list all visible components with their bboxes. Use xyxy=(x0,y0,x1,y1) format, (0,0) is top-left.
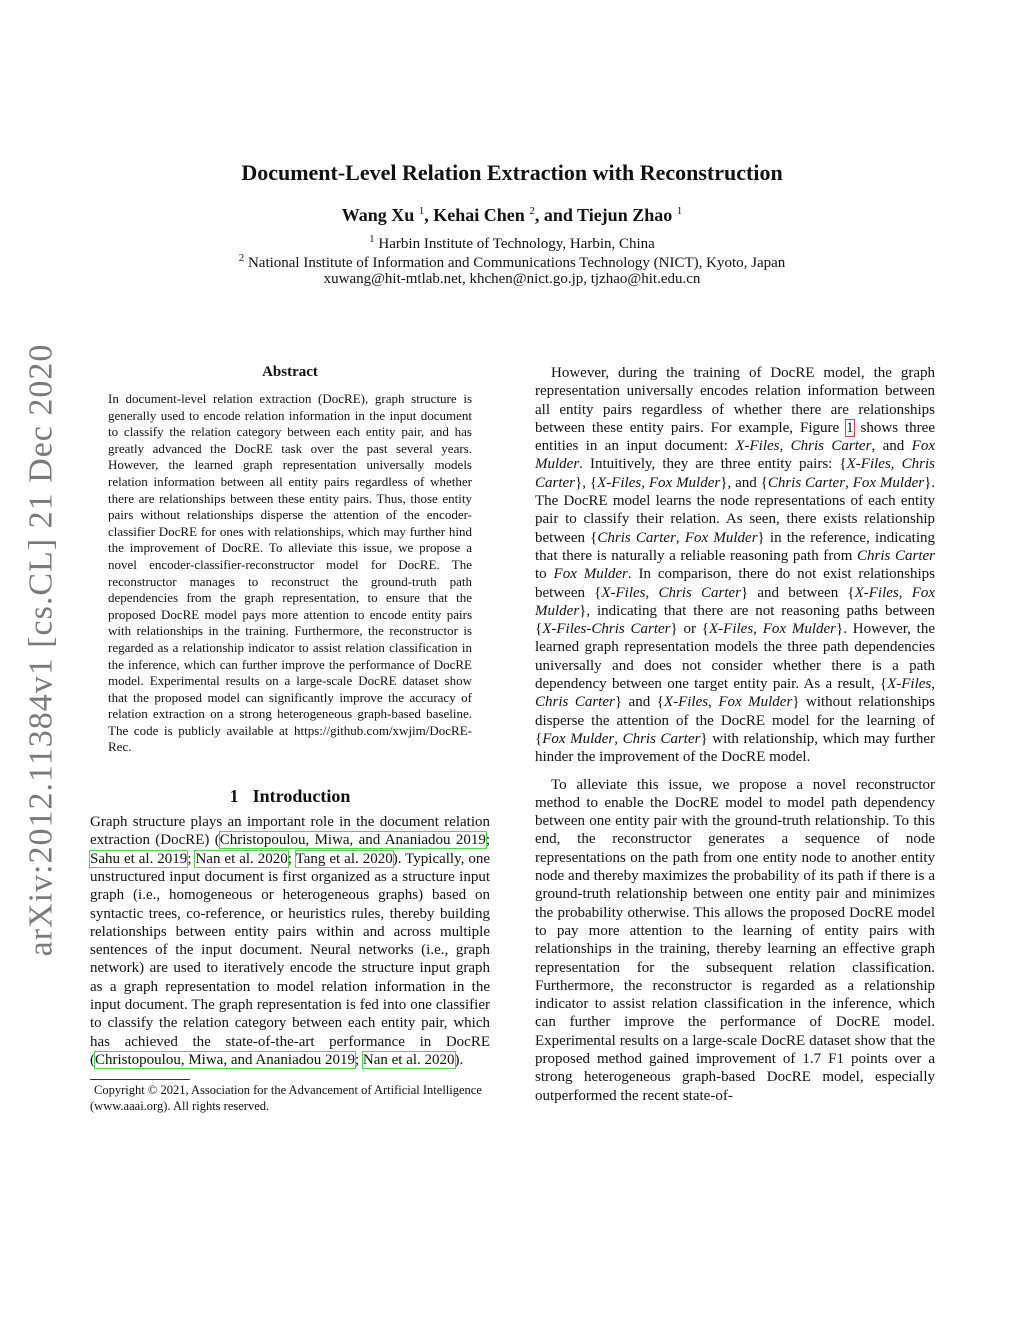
author-affil-mark: 2 xyxy=(529,205,535,217)
entity-name: X-Files-Chris Carter xyxy=(542,621,671,638)
left-column xyxy=(90,364,490,1127)
arxiv-identifier: arXiv:2012.11384v1 [cs.CL] 21 Dec 2020 xyxy=(22,343,59,957)
text-run: }. However, the learned graph representation models the three path dependencies universally and does not consider whether there is a path dependency between one target entity pair. As a result, { xyxy=(535,621,935,693)
text-run: } with relationship, which may further hinder the improvement of the DocRE model. xyxy=(535,730,936,766)
entity-name: Fox Mulder xyxy=(762,621,836,638)
affil-text: Harbin Institute of Technology, Harbin, China xyxy=(378,236,655,252)
text-run: }, indicating that there are not reasoning paths between { xyxy=(535,602,935,638)
entity-name: Fox Mulder xyxy=(535,584,936,619)
entity-name: X-Files xyxy=(887,676,932,693)
text-run: , xyxy=(779,438,791,455)
text-run: , xyxy=(641,474,649,491)
arxiv-sidebar-stamp xyxy=(20,343,62,957)
text-run: ; xyxy=(354,1051,363,1068)
abstract-heading: Abstract xyxy=(262,364,318,380)
body-paragraph: To alleviate this issue, we propose a novel reconstructor method to enable the DocRE model to model path dependency between one entity pair with the ground-truth relationship. To this end, the reconstructor generates a sequence of node representations on the path from one entity node to another entity node and thereby maximizes the probability of its path if there is a ground-truth relationship between one entity pair and minimizes the probability otherwise. This allows the proposed DocRE model to pay more attention to the learning of entity pairs with relationships in the training, thereby learning an effective graph representation for the subsequent relation classification. Furthermore, the reconstructor is regarded as a relationship indicator to assist relation classification in the inference, which can further improve the performance of DocRE model. Experimental results on a large-scale DocRE dataset show that the proposed method gained improvement of 1.7 F1 points over a strong heterogeneous graph-based DocRE model, especially outperformed the recent state-of- xyxy=(535,776,935,1104)
entity-name: X-Files xyxy=(601,584,646,601)
text-run: . In comparison, there do not exist relationships between { xyxy=(535,566,935,601)
affiliation-2 xyxy=(0,252,1024,272)
figure-reference-link[interactable]: 1 xyxy=(846,419,854,436)
entity-name: Chris Carter xyxy=(658,584,741,601)
entity-name: Chris Carter xyxy=(597,529,676,546)
footnote-rule xyxy=(90,1079,190,1080)
copyright-footnote: Copyright © 2021, Association for the Advancement of Artificial Intelligence (www.aaai.org). All rights reserved. xyxy=(90,1083,482,1114)
text-run: ; xyxy=(485,832,490,849)
section-number: 1 xyxy=(229,786,239,807)
text-run: , xyxy=(645,584,659,601)
entity-name: Chris Carter xyxy=(767,474,846,491)
text-run: , xyxy=(890,456,902,473)
entity-name: Fox Mulder xyxy=(852,474,925,491)
text-run: }, { xyxy=(575,474,598,491)
text-run: , and xyxy=(871,438,912,455)
text-run: , xyxy=(708,694,719,711)
author-name: Wang Xu xyxy=(341,205,415,225)
intro-paragraph xyxy=(90,813,490,1069)
text-run: , xyxy=(931,676,935,693)
section-heading-introduction xyxy=(90,786,490,807)
author-affil-mark: 1 xyxy=(676,205,683,217)
text-run: } and { xyxy=(614,694,664,711)
affil-mark: 1 xyxy=(369,233,375,245)
entity-name: X-Files xyxy=(709,621,754,638)
affiliation-1 xyxy=(0,233,1024,253)
text-run: } and between { xyxy=(741,584,855,601)
text-run: } or { xyxy=(670,621,709,638)
entity-name: Chris Carter xyxy=(790,438,872,455)
text-run: ; xyxy=(187,850,196,867)
citation-link[interactable]: Nan et al. 2020 xyxy=(362,1051,455,1068)
entity-name: Chris Carter xyxy=(857,547,935,564)
text-run: shows three entities in an input document: xyxy=(535,419,935,455)
affil-mark: 2 xyxy=(238,252,245,264)
author-affil-mark: 1 xyxy=(418,205,425,217)
affil-text: National Institute of Information and Communications Technology (NICT), Kyoto, Japan xyxy=(247,255,786,271)
text-run: ). Typically, one unstructured input document is first organized as a structure input graph (i.e., homogeneous or heterogeneous graphs) based on syntactic trees, co-reference, or heuristics rules, thereby building relationships between entity pairs within and across multiple sentences of the input document. Neural networks (i.e., graph network) are used to iteratively encode the structure input graph as a graph representation to model relation information in the input document. The graph representation is fed into one classifier to classify the relation category between each entity pair, which has achieved the state-of-the-art performance in DocRE ( xyxy=(90,850,490,1068)
citation-link[interactable]: Sahu et al. 2019 xyxy=(90,850,188,867)
text-run: Graph structure plays an important role in the document relation extraction (DocRE) ( xyxy=(90,814,490,849)
text-run: , xyxy=(845,474,853,491)
citation-link[interactable]: Christopoulou, Miwa, and Ananiadou 2019 xyxy=(219,832,486,849)
text-run: to xyxy=(535,566,554,583)
citation-link[interactable]: Nan et al. 2020 xyxy=(195,850,288,867)
abstract-text: In document-level relation extraction (DocRE), graph structure is generally used to encode relation information in the input document to classify the relation category between each entity pair, and has greatly advanced the DocRE task over the past several years. However, the learned graph representation universally models relation information between all entity pairs regardless of whether there are relationships between these entity pairs. Thus, those entity pairs without relationships disperse the attention of the encoder-classifier DocRE for ones with relationships, which may further hind the improvement of DocRE. To alleviate this issue, we propose a novel encoder-classifier-reconstructor model for DocRE. The reconstructor manages to reconstruct the ground-truth path dependencies from the graph representation, to ensure that the proposed DocRE model pays more attention to encode entity pairs with relationships in the training. Furthermore, the reconstructor is regarded as a relationship indicator to assist relation classification in the inference, which can further improve the performance of DocRE model. Experimental results on a large-scale DocRE dataset show that the proposed model can significantly improve the accuracy of relation extraction on a strong heterogeneous graph-based baseline. The code is publicly available at https://github.com/xwjim/DocRE-Rec. xyxy=(108,391,472,755)
text-run: , xyxy=(898,584,912,601)
text-run: , xyxy=(675,529,685,546)
author-list xyxy=(0,205,1024,226)
citation-link[interactable]: Tang et al. 2020 xyxy=(295,850,393,867)
entity-name: Fox Mulder xyxy=(648,474,721,491)
entity-name: X-Files xyxy=(597,474,642,491)
author-separator: , and xyxy=(534,205,578,225)
author-name: Tiejun Zhao xyxy=(577,205,673,225)
text-run: However, during the training of DocRE model, the graph representation universally encodes relation information between all entity pairs regardless of whether there are relationships between these entity pairs. For example, Figure xyxy=(535,365,935,436)
entity-name: X-Files xyxy=(735,438,780,455)
text-run: , xyxy=(614,730,623,747)
text-run: ; xyxy=(287,850,296,867)
text-run: ). xyxy=(454,1051,464,1068)
entity-name: Fox Mulder xyxy=(535,438,935,473)
text-run: , xyxy=(753,621,763,638)
body-paragraph xyxy=(535,364,935,767)
author-separator: , xyxy=(424,205,434,225)
paper-title: Document-Level Relation Extraction with Reconstruction xyxy=(241,160,783,185)
entity-name: X-Files xyxy=(663,694,709,711)
text-run: . Intuitively, they are three entity pairs: { xyxy=(579,456,847,473)
entity-name: Chris Carter xyxy=(535,456,935,491)
entity-name: X-Files xyxy=(846,456,891,473)
entity-name: Chris Carter xyxy=(535,694,615,711)
citation-link[interactable]: Christopoulou, Miwa, and Ananiadou 2019 xyxy=(95,1051,355,1068)
entity-name: Fox Mulder xyxy=(718,694,793,711)
section-title: Introduction xyxy=(252,786,351,807)
author-emails: xuwang@hit-mtlab.net, khchen@nict.go.jp, tjzhao@hit.edu.cn xyxy=(323,271,701,287)
text-run: }, and { xyxy=(720,474,768,491)
text-run: }. The DocRE model learns the node representations of each entity pair to classify their relation. As seen, there exists relationship between { xyxy=(535,474,936,546)
entity-name: Fox Mulder xyxy=(684,529,758,546)
entity-name: Chris Carter xyxy=(622,730,701,747)
entity-name: X-Files xyxy=(854,584,899,601)
text-run: } in the reference, indicating that there is naturally a reliable reasoning path from xyxy=(535,529,936,564)
author-name: Kehai Chen xyxy=(433,205,525,225)
entity-name: Fox Mulder xyxy=(553,566,628,583)
text-run: } without relationships disperse the attention of the DocRE model for the learning of { xyxy=(535,694,935,747)
entity-name: Fox Mulder xyxy=(542,730,615,747)
right-column xyxy=(535,364,935,1105)
